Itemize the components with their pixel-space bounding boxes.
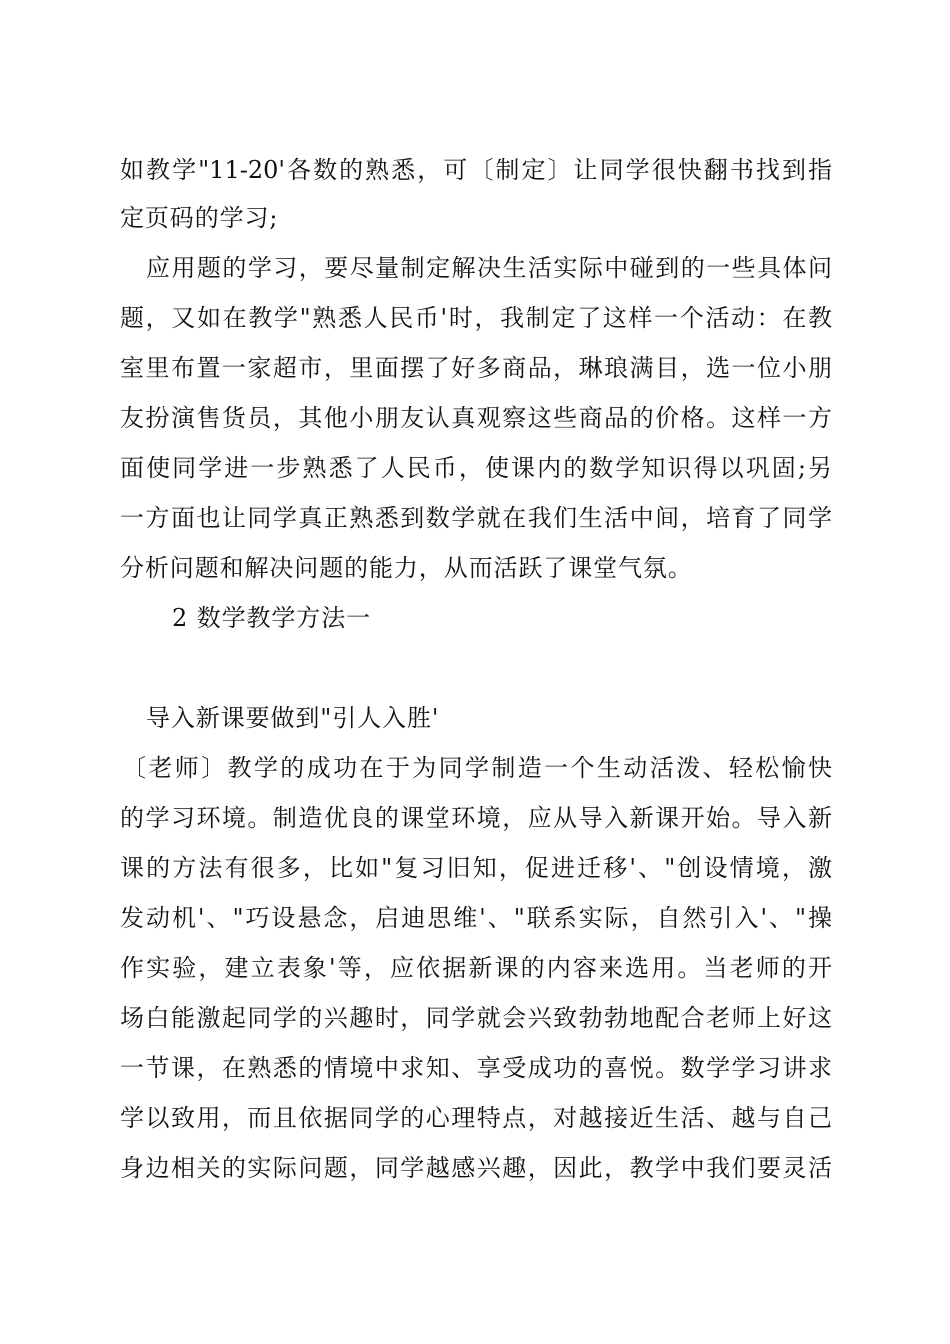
paragraph-2-line-6: 一方面也让同学真正熟悉到数学就在我们生活中间，培育了同学 [120, 504, 832, 532]
paragraph-1-line-1: 如教学"11-20'各数的熟悉，可〔制定〕让同学很快翻书找到指 [120, 156, 832, 184]
paragraph-3-line-3: 课的方法有很多，比如"复习旧知，促进迁移'、"创设情境，激 [120, 854, 832, 882]
paragraph-2-line-5: 面使同学进一步熟悉了人民币，使课内的数学知识得以巩固;另 [120, 454, 832, 482]
paragraph-2-line-4: 友扮演售货员，其他小朋友认真观察这些商品的价格。这样一方 [120, 404, 832, 432]
paragraph-1-line-2: 定页码的学习; [120, 204, 279, 232]
section-heading: 2 数学教学方法一 [172, 604, 371, 632]
paragraph-3-line-1: 〔老师〕教学的成功在于为同学制造一个生动活泼、轻松愉快 [122, 754, 832, 782]
paragraph-3-line-4: 发动机'、"巧设悬念，启迪思维'、"联系实际，自然引入'、"操 [120, 904, 832, 932]
paragraph-3-line-5: 作实验，建立表象'等，应依据新课的内容来选用。当老师的开 [120, 954, 832, 982]
paragraph-3-line-8: 学以致用，而且依据同学的心理特点，对越接近生活、越与自己 [120, 1104, 832, 1132]
paragraph-2-line-3: 室里布置一家超市，里面摆了好多商品，琳琅满目，选一位小朋 [120, 354, 832, 382]
paragraph-2-line-7: 分析问题和解决问题的能力，从而活跃了课堂气氛。 [120, 554, 693, 582]
paragraph-3-line-2: 的学习环境。制造优良的课堂环境，应从导入新课开始。导入新 [120, 804, 832, 832]
paragraph-2-line-2: 题，又如在教学"熟悉人民币'时，我制定了这样一个活动：在教 [120, 304, 832, 332]
paragraph-3-line-7: 一节课，在熟悉的情境中求知、享受成功的喜悦。数学学习讲求 [120, 1054, 832, 1082]
subheading: 导入新课要做到"引人入胜' [146, 704, 440, 732]
paragraph-3-line-9: 身边相关的实际问题，同学越感兴趣，因此，教学中我们要灵活 [120, 1154, 832, 1182]
paragraph-3-line-6: 场白能激起同学的兴趣时，同学就会兴致勃勃地配合老师上好这 [120, 1004, 832, 1032]
paragraph-2-line-1: 应用题的学习，要尽量制定解决生活实际中碰到的一些具体问 [146, 254, 832, 282]
